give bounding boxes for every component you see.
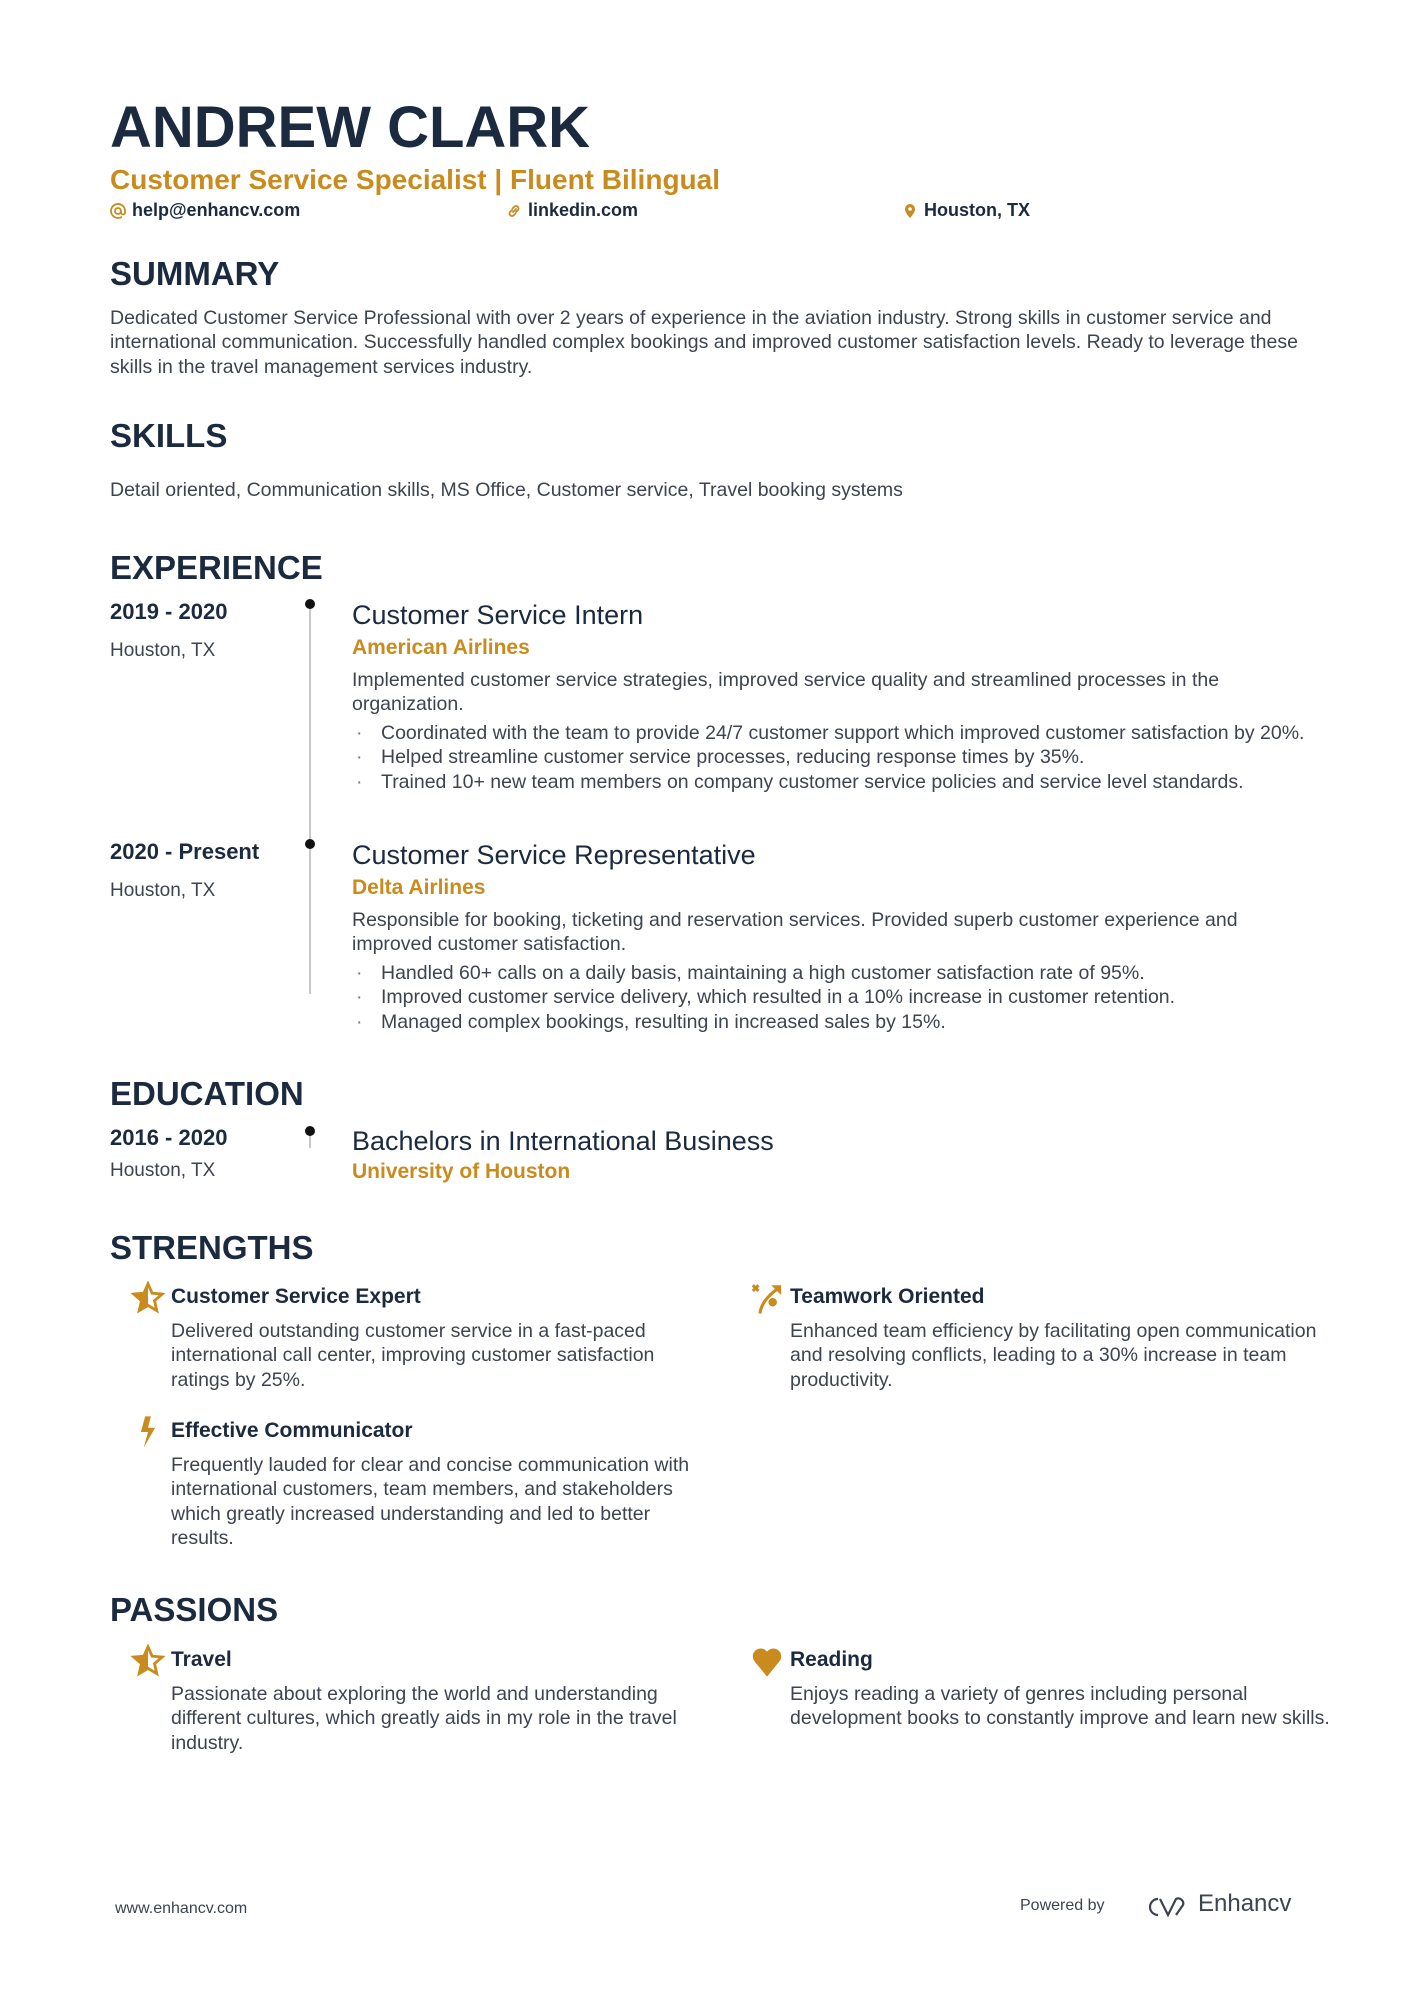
star-icon xyxy=(131,1644,165,1678)
passion-item xyxy=(171,1646,711,1755)
strengths-heading: STRENGTHS xyxy=(110,1229,314,1266)
email-text: help@enhancv.com xyxy=(132,200,301,220)
strength-item xyxy=(171,1417,711,1551)
education-heading: EDUCATION xyxy=(110,1075,304,1112)
timeline-line xyxy=(309,604,311,994)
location-pin-icon xyxy=(902,203,918,219)
job-bullet: · Improved customer service delivery, which resulted in a 10% increase in customer retention. xyxy=(352,985,1312,1009)
summary-heading: SUMMARY xyxy=(110,255,280,292)
job-bullet: · Managed complex bookings, resulting in increased sales by 15%. xyxy=(352,1010,1312,1034)
contact-location xyxy=(902,200,1030,221)
job-dates: 2019 - 2020 xyxy=(110,599,228,624)
school-name: University of Houston xyxy=(352,1160,571,1183)
strength-text: Frequently lauded for clear and concise communication with international customers, team members, and stakeholders which greatly increased understanding and led to better results. xyxy=(171,1454,690,1550)
linkedin-text: linkedin.com xyxy=(528,200,639,220)
job-location: Houston, TX xyxy=(110,640,216,661)
strength-title: Teamwork Oriented xyxy=(790,1285,985,1308)
degree: Bachelors in International Business xyxy=(352,1126,774,1156)
timeline-dot xyxy=(305,599,315,609)
job-title: Customer Service Representative xyxy=(352,840,756,870)
education-location: Houston, TX xyxy=(110,1160,216,1181)
company-name: Delta Airlines xyxy=(352,876,486,899)
candidate-name: ANDREW CLARK xyxy=(110,95,591,160)
job-bullet: · Coordinated with the team to provide 24/7 customer support which improved customer satisfaction by 20%. xyxy=(352,721,1312,745)
heart-icon xyxy=(750,1644,784,1678)
job-location: Houston, TX xyxy=(110,880,216,901)
location-text: Houston, TX xyxy=(924,200,1030,220)
job-bullet: · Helped streamline customer service processes, reducing response times by 35%. xyxy=(352,745,1312,769)
strength-title: Customer Service Expert xyxy=(171,1285,421,1308)
strength-text: Enhanced team efficiency by facilitating open communication and resolving conflicts, leading to a 30% increase in team productivity. xyxy=(790,1320,1317,1391)
enhancv-brand[interactable]: Enhancv xyxy=(1198,1890,1292,1917)
job-bullet: · Trained 10+ new team members on company customer service policies and service level standards. xyxy=(352,770,1312,794)
passion-title: Reading xyxy=(790,1648,873,1671)
passion-text: Enjoys reading a variety of genres including personal development books to constantly improve and learn new skills. xyxy=(790,1683,1330,1730)
education-entry xyxy=(352,1124,1312,1190)
job-bullet: · Handled 60+ calls on a daily basis, maintaining a high customer satisfaction rate of 95%. xyxy=(352,961,1312,985)
job-description: Responsible for booking, ticketing and reservation services. Provided superb customer experience and improved customer satisfaction. xyxy=(352,909,1238,956)
lightning-icon xyxy=(131,1415,165,1449)
link-icon xyxy=(506,203,522,219)
skills-heading: SKILLS xyxy=(110,417,228,454)
powered-by-label: Powered by xyxy=(1020,1897,1105,1914)
timeline-dot xyxy=(305,839,315,849)
passions-heading: PASSIONS xyxy=(110,1591,279,1628)
strength-item xyxy=(171,1283,711,1392)
education-dates: 2016 - 2020 xyxy=(110,1125,228,1150)
enhancv-logo-icon xyxy=(1140,1894,1186,1920)
experience-heading: EXPERIENCE xyxy=(110,549,323,586)
passion-item xyxy=(790,1646,1330,1731)
strength-text: Delivered outstanding customer service in a fast-paced international call center, improving customer satisfaction ratings by 25%. xyxy=(171,1320,655,1391)
skills-text: Detail oriented, Communication skills, MS Office, Customer service, Travel booking systems xyxy=(110,479,903,501)
at-icon xyxy=(110,203,126,219)
footer-website[interactable]: www.enhancv.com xyxy=(115,1900,248,1917)
strength-title: Effective Communicator xyxy=(171,1419,413,1442)
timeline-dot xyxy=(305,1126,315,1136)
contact-email[interactable] xyxy=(110,200,300,221)
strength-item xyxy=(790,1283,1330,1392)
job-description: Implemented customer service strategies, improved service quality and streamlined processes in the organization. xyxy=(352,669,1220,716)
contact-linkedin[interactable] xyxy=(506,200,638,221)
passion-title: Travel xyxy=(171,1648,232,1671)
strategy-icon xyxy=(750,1281,784,1315)
job-dates: 2020 - Present xyxy=(110,839,260,864)
job-title: Customer Service Intern xyxy=(352,600,644,630)
summary-text: Dedicated Customer Service Professional with over 2 years of experience in the aviation industry. Strong skills in customer service and international communication. Successfully handled complex bookings and improved customer satisfaction levels. Ready to leverage these skills in the travel management services industry. xyxy=(110,307,1298,378)
candidate-title: Customer Service Specialist | Fluent Bilingual xyxy=(110,164,720,195)
company-name: American Airlines xyxy=(352,636,530,659)
passion-text: Passionate about exploring the world and understanding different cultures, which greatly aids in my role in the travel industry. xyxy=(171,1683,677,1754)
job-entry xyxy=(352,838,1312,1034)
star-icon xyxy=(131,1281,165,1315)
job-entry xyxy=(352,598,1312,794)
